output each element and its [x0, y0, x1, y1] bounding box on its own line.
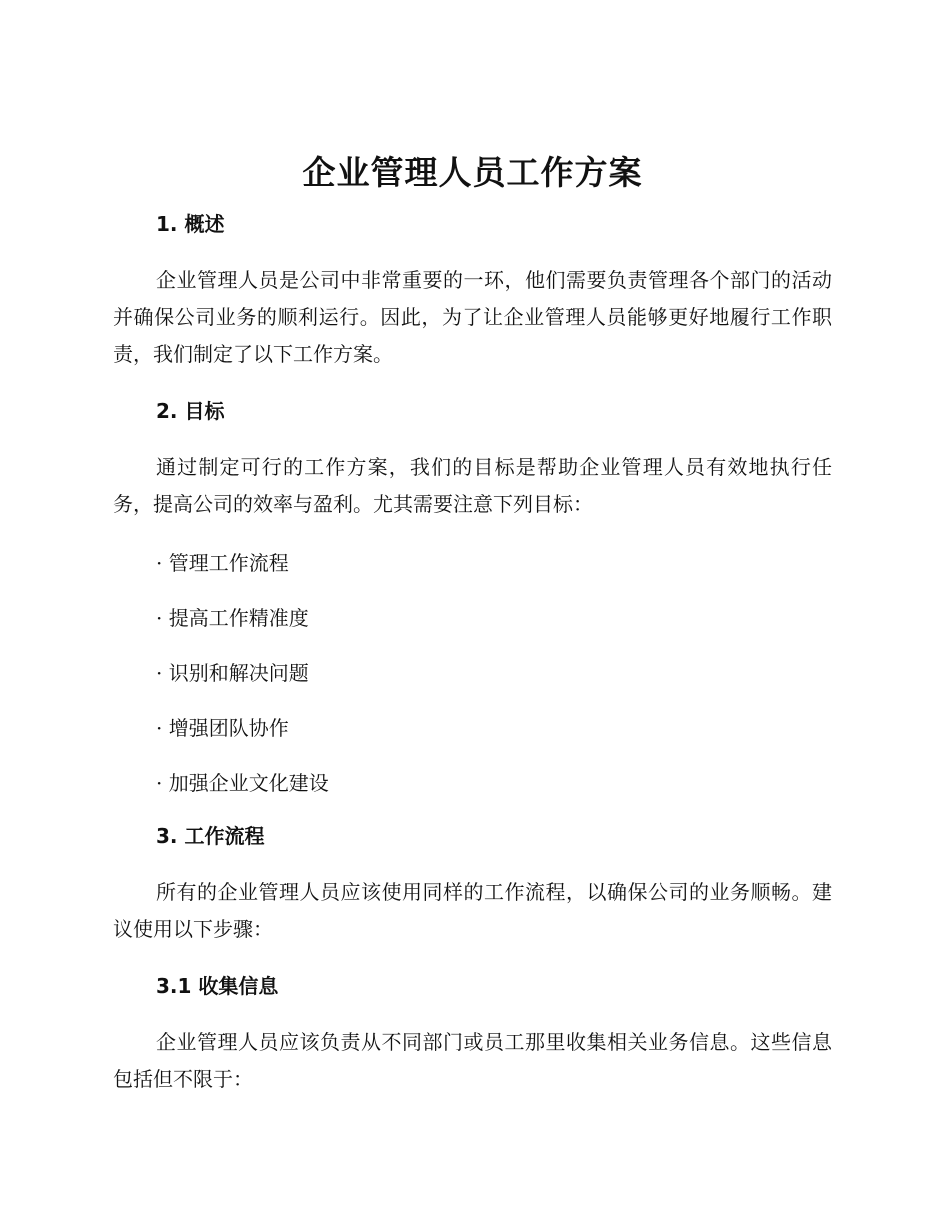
section-heading-goals: 2. 目标	[156, 399, 225, 423]
section-paragraph-workflow: 所有的企业管理人员应该使用同样的工作流程，以确保公司的业务顺畅。建议使用以下步骤：	[113, 880, 832, 941]
list-item: · 增强团队协作	[156, 716, 289, 740]
list-item: · 提高工作精准度	[156, 606, 309, 630]
section-heading-overview: 1. 概述	[156, 212, 225, 236]
subsection-heading-collect-info: 3.1 收集信息	[156, 974, 279, 998]
section-heading-workflow: 3. 工作流程	[156, 824, 265, 848]
list-item: · 识别和解决问题	[156, 661, 309, 685]
document-title: 企业管理人员工作方案	[302, 153, 643, 192]
list-item: · 管理工作流程	[156, 551, 289, 575]
section-paragraph-goals: 通过制定可行的工作方案，我们的目标是帮助企业管理人员有效地执行任务，提高公司的效率与盈利。尤其需要注意下列目标：	[113, 455, 832, 516]
section-paragraph-overview: 企业管理人员是公司中非常重要的一环，他们需要负责管理各个部门的活动并确保公司业务的顺利运行。因此，为了让企业管理人员能够更好地履行工作职责，我们制定了以下工作方案。	[113, 268, 832, 366]
subsection-paragraph-collect-info: 企业管理人员应该负责从不同部门或员工那里收集相关业务信息。这些信息包括但不限于：	[113, 1030, 832, 1091]
list-item: · 加强企业文化建设	[156, 771, 329, 795]
